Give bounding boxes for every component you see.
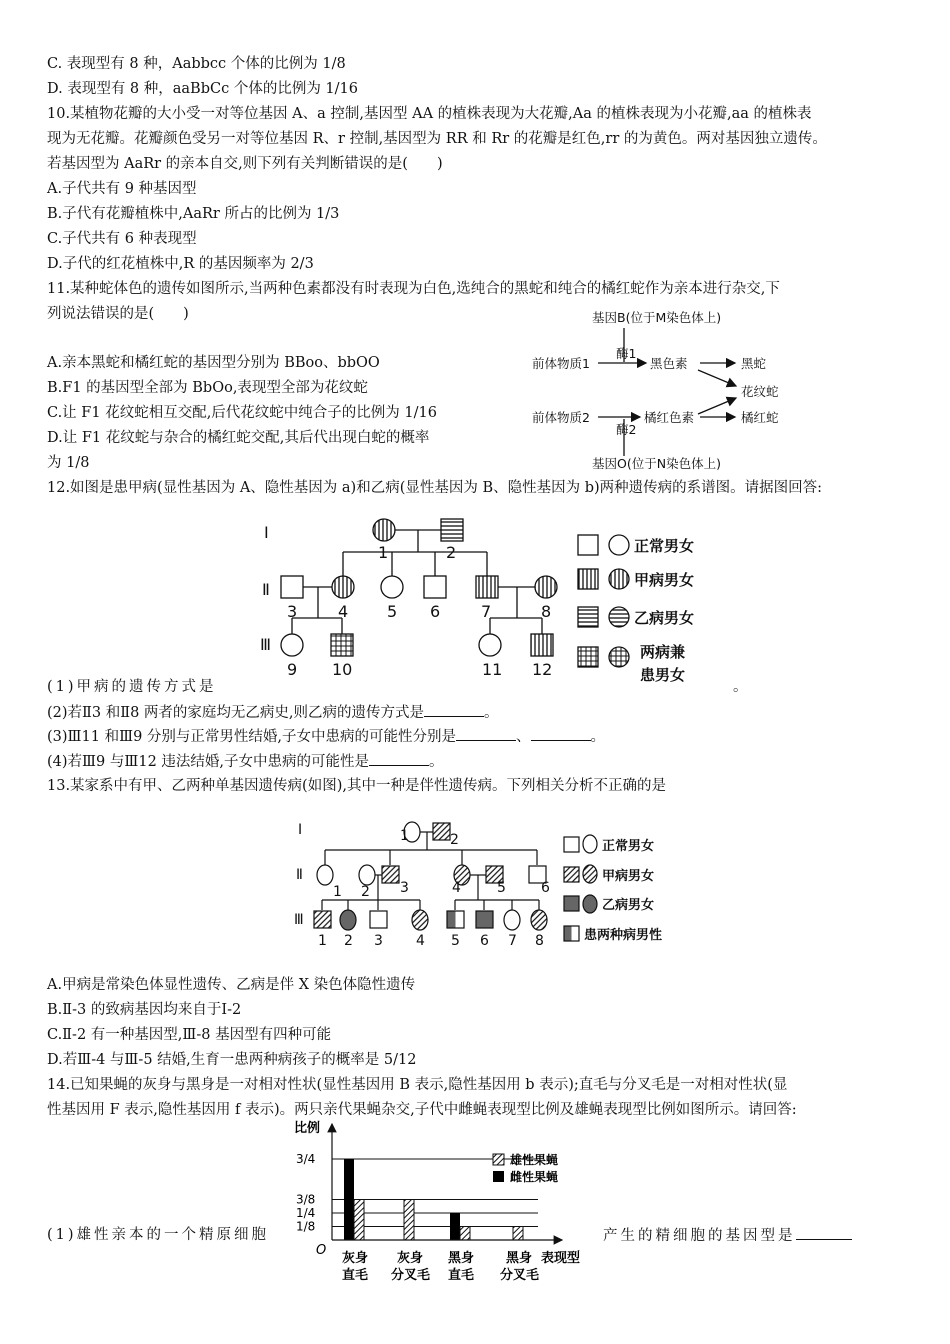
q11-option-d: D.让 F1 花纹蛇与杂合的橘红蛇交配,其后代出现白蛇的概率 <box>47 430 430 446</box>
individual-number: 7 <box>508 933 517 949</box>
q12-sub2: (2)若Ⅱ3 和Ⅱ8 两者的家庭均无乙病史,则乙病的遗传方式是 。 <box>47 702 499 723</box>
legend-label: 乙病男女 <box>634 609 695 627</box>
q11-stem-1: 11.某种蛇体色的遗传如图所示,当两种色素都没有时表现为白色,选纯合的黑蛇和纯合的橘红蛇作为亲本进行杂交,下 <box>47 281 780 297</box>
bar-male <box>354 1200 364 1241</box>
y-tick-label: 1/8 <box>296 1219 316 1234</box>
legend-label: 正常男女 <box>602 839 655 854</box>
female-normal <box>479 634 501 656</box>
q13-option-d: D.若Ⅲ-4 与Ⅲ-5 结婚,生育一患两种病孩子的概率是 5/12 <box>47 1052 417 1068</box>
individual-number: 10 <box>332 660 353 679</box>
origin-label: O <box>316 1243 327 1258</box>
y-axis-label: 比例 <box>294 1121 321 1136</box>
generation-label: Ⅱ <box>296 867 303 883</box>
individual-number: 8 <box>541 602 552 621</box>
legend-label: 正常男女 <box>634 537 695 555</box>
male-normal <box>370 911 387 928</box>
gene-b-label: 基因B(位于M染色体上) <box>592 310 722 325</box>
legend-male-swatch <box>493 1154 504 1165</box>
x-tick-label: 分叉毛 <box>391 1268 431 1283</box>
legend-male-normal <box>578 535 598 555</box>
female-affected-a <box>535 576 557 598</box>
individual-number: 4 <box>338 602 349 621</box>
q12-stem: 12.如图是患甲病(显性基因为 A、隐性基因为 a)和乙病(显性基因为 B、隐性基因为 b)两种遗传病的系谱图。请据图回答: <box>47 480 823 496</box>
gene-o-label: 基因O(位于N染色体上) <box>592 456 721 471</box>
legend-female-b <box>609 607 629 627</box>
snake-pigment-diagram <box>528 306 798 476</box>
individual-number: 6 <box>430 602 441 621</box>
legend-male-normal <box>564 837 579 852</box>
fruitfly-bar-chart <box>288 1118 598 1286</box>
q10-option-c: C.子代共有 6 种表现型 <box>47 231 197 247</box>
answer-blank[interactable] <box>424 702 484 717</box>
q11-stem-2: 列说法错误的是( ) <box>47 306 189 322</box>
pedigree-q13 <box>290 812 690 957</box>
q11-option-d-cont: 为 1/8 <box>47 455 90 471</box>
male-affected-a <box>382 866 399 883</box>
legend-female-b <box>583 895 597 913</box>
y-tick-label: 3/8 <box>296 1192 316 1207</box>
legend-male-both <box>564 926 579 941</box>
q10-stem-2: 现为无花瓣。花瓣颜色受另一对等位基因 R、r 控制,基因型为 RR 和 Rr 的花瓣是红色,rr 的为黄色。两对基因独立遗传。 <box>47 131 827 147</box>
x-tick-label: 直毛 <box>448 1268 475 1283</box>
q11-option-b: B.F1 的基因型全部为 BbOo,表现型全部为花纹蛇 <box>47 380 368 396</box>
individual-number: 4 <box>416 933 425 949</box>
answer-blank[interactable] <box>369 751 429 766</box>
legend-label: 甲病男女 <box>634 571 695 589</box>
arrow-orange-pattern <box>698 398 736 414</box>
q13-option-a: A.甲病是常染色体显性遗传、乙病是伴 X 染色体隐性遗传 <box>47 977 416 993</box>
legend-label: 甲病男女 <box>602 869 655 884</box>
female-normal <box>359 865 375 885</box>
generation-label: Ⅲ <box>294 912 304 928</box>
enzyme1-label: 酶1 <box>616 346 637 361</box>
legend-female-normal <box>609 535 629 555</box>
legend-female-a <box>609 569 629 589</box>
x-tick-label: 直毛 <box>342 1268 369 1283</box>
legend-male-a <box>564 867 579 882</box>
q12-sub1-end: 。 <box>733 679 748 695</box>
individual-number: 1 <box>378 543 389 562</box>
individual-number: 2 <box>344 933 353 949</box>
legend-label: 患两种病男性 <box>584 928 663 943</box>
female-normal <box>504 910 520 930</box>
individual-number: 1 <box>400 828 409 844</box>
pedigree-q12 <box>250 505 730 695</box>
q13-option-c: C.Ⅱ-2 有一种基因型,Ⅲ-8 基因型有四种可能 <box>47 1027 332 1043</box>
q14-sub1-b: 产生的精细胞的基因型是 <box>603 1225 852 1246</box>
answer-blank[interactable] <box>456 726 516 741</box>
q10-stem-3: 若基因型为 AaRr 的亲本自交,则下列有关判断错误的是( ) <box>47 156 443 172</box>
q11-option-a: A.亲本黑蛇和橘红蛇的基因型分别为 BBoo、bbOO <box>47 355 380 371</box>
precursor2: 前体物质2 <box>532 410 590 425</box>
bar-male <box>460 1227 470 1241</box>
legend-female-label: 雌性果蝇 <box>510 1170 559 1184</box>
arrow-black-pattern <box>698 370 736 386</box>
male-normal <box>424 576 446 598</box>
black-snake: 黑蛇 <box>741 356 767 371</box>
male-affected-a <box>531 634 553 656</box>
x-tick-label: 灰身 <box>342 1251 369 1266</box>
q13-stem: 13.某家系中有甲、乙两种单基因遗传病(如图),其中一种是伴性遗传病。下列相关分析不正确的是 <box>47 778 666 794</box>
legend-label: 患男女 <box>640 666 686 684</box>
individual-number: 11 <box>482 660 503 679</box>
x-tick-label: 黑身 <box>506 1251 533 1266</box>
option-9d: D. 表现型有 8 种，aaBbCc 个体的比例为 1/16 <box>47 81 358 97</box>
female-normal <box>381 576 403 598</box>
legend-female-normal <box>583 835 597 853</box>
individual-number: 1 <box>333 884 342 900</box>
x-tick-label: 分叉毛 <box>500 1268 540 1283</box>
female-affected-b <box>340 910 356 930</box>
generation-label: Ⅰ <box>298 822 303 838</box>
bar-male <box>513 1227 523 1241</box>
male-affected-a <box>314 911 331 928</box>
q10-stem-1: 10.某植物花瓣的大小受一对等位基因 A、a 控制,基因型 AA 的植株表现为大花瓣,Aa 的植株表现为小花瓣,aa 的植株表 <box>47 106 812 122</box>
q12-sub4: (4)若Ⅲ9 与Ⅲ12 违法结婚,子女中患病的可能性是 。 <box>47 751 444 772</box>
x-axis-label: 表现型 <box>541 1251 581 1266</box>
answer-blank[interactable] <box>531 726 591 741</box>
individual-number: 2 <box>361 884 370 900</box>
q14-stem-1: 14.已知果蝇的灰身与黑身是一对相对性状(显性基因用 B 表示,隐性基因用 b 表示);直毛与分叉毛是一对相对性状(显 <box>47 1077 788 1093</box>
individual-number: 3 <box>400 880 409 896</box>
female-normal <box>281 634 303 656</box>
individual-number: 2 <box>446 543 457 562</box>
legend-female-swatch <box>493 1171 504 1182</box>
individual-number: 4 <box>452 880 461 896</box>
q11-option-c: C.让 F1 花纹蛇相互交配,后代花纹蛇中纯合子的比例为 1/16 <box>47 405 437 421</box>
female-normal <box>317 865 333 885</box>
individual-number: 1 <box>318 933 327 949</box>
individual-number: 6 <box>541 880 550 896</box>
orange-pigment: 橘红色素 <box>644 410 695 425</box>
individual-number: 2 <box>450 832 459 848</box>
individual-number: 6 <box>480 933 489 949</box>
legend-label: 两病兼 <box>640 643 686 661</box>
precursor1: 前体物质1 <box>532 356 590 371</box>
individual-number: 8 <box>535 933 544 949</box>
generation-label: Ⅲ <box>260 635 272 654</box>
answer-blank[interactable] <box>796 1225 852 1240</box>
individual-number: 12 <box>532 660 553 679</box>
y-tick-label: 3/4 <box>296 1152 316 1166</box>
generation-label: Ⅱ <box>262 580 270 599</box>
male-affected-both <box>331 634 353 656</box>
individual-number: 7 <box>481 602 492 621</box>
pattern-snake: 花纹蛇 <box>741 384 779 399</box>
bar-male <box>404 1200 414 1241</box>
individual-number: 5 <box>451 933 460 949</box>
x-tick-label: 灰身 <box>397 1251 424 1266</box>
individual-number: 9 <box>287 660 298 679</box>
female-affected-a <box>412 910 428 930</box>
legend-male-b <box>578 607 598 627</box>
y-tick-label: 1/4 <box>296 1206 316 1220</box>
x-tick-label: 黑身 <box>448 1251 475 1266</box>
individual-number: 3 <box>287 602 298 621</box>
male-affected-b <box>441 519 463 541</box>
male-affected-b <box>476 911 493 928</box>
q12-sub1: (1)甲病的遗传方式是 <box>47 679 217 695</box>
male-affected-a <box>476 576 498 598</box>
bar-female <box>450 1213 460 1240</box>
legend-female-both <box>609 647 629 667</box>
q14-sub1-a: (1)雄性亲本的一个精原细胞 <box>47 1227 270 1243</box>
q10-option-b: B.子代有花瓣植株中,AaRr 所占的比例为 1/3 <box>47 206 340 222</box>
black-pigment: 黑色素 <box>650 356 688 371</box>
female-affected-a <box>531 910 547 930</box>
bar-female <box>344 1159 354 1240</box>
male-affected-both <box>447 911 464 928</box>
q10-option-d: D.子代的红花植株中,R 的基因频率为 2/3 <box>47 256 314 272</box>
individual-number: 5 <box>497 880 506 896</box>
individual-number: 3 <box>374 933 383 949</box>
legend-male-both <box>578 647 598 667</box>
q12-sub3: (3)Ⅲ11 和Ⅲ9 分别与正常男性结婚,子女中患病的可能性分别是 、 。 <box>47 726 605 747</box>
option-9c: C. 表现型有 8 种，Aabbcc 个体的比例为 1/8 <box>47 56 346 72</box>
legend-male-a <box>578 569 598 589</box>
legend-label: 乙病男女 <box>602 898 655 913</box>
individual-number: 5 <box>387 602 398 621</box>
q13-option-b: B.Ⅱ-3 的致病基因均来自于Ⅰ-2 <box>47 1002 242 1018</box>
female-affected-a <box>373 519 395 541</box>
generation-label: Ⅰ <box>264 523 269 542</box>
male-affected-a <box>433 823 450 840</box>
orange-snake: 橘红蛇 <box>741 410 779 425</box>
female-affected-a <box>332 576 354 598</box>
q14-stem-2: 性基因用 F 表示,隐性基因用 f 表示)。两只亲代果蝇杂交,子代中雌蝇表现型比例及雄蝇表现型比例如图所示。请回答: <box>47 1102 797 1118</box>
legend-male-b <box>564 896 579 911</box>
enzyme2-label: 酶2 <box>616 422 637 437</box>
q10-option-a: A.子代共有 9 种基因型 <box>47 181 197 197</box>
legend-female-a <box>583 865 597 883</box>
male-normal <box>281 576 303 598</box>
legend-male-label: 雄性果蝇 <box>510 1153 559 1167</box>
